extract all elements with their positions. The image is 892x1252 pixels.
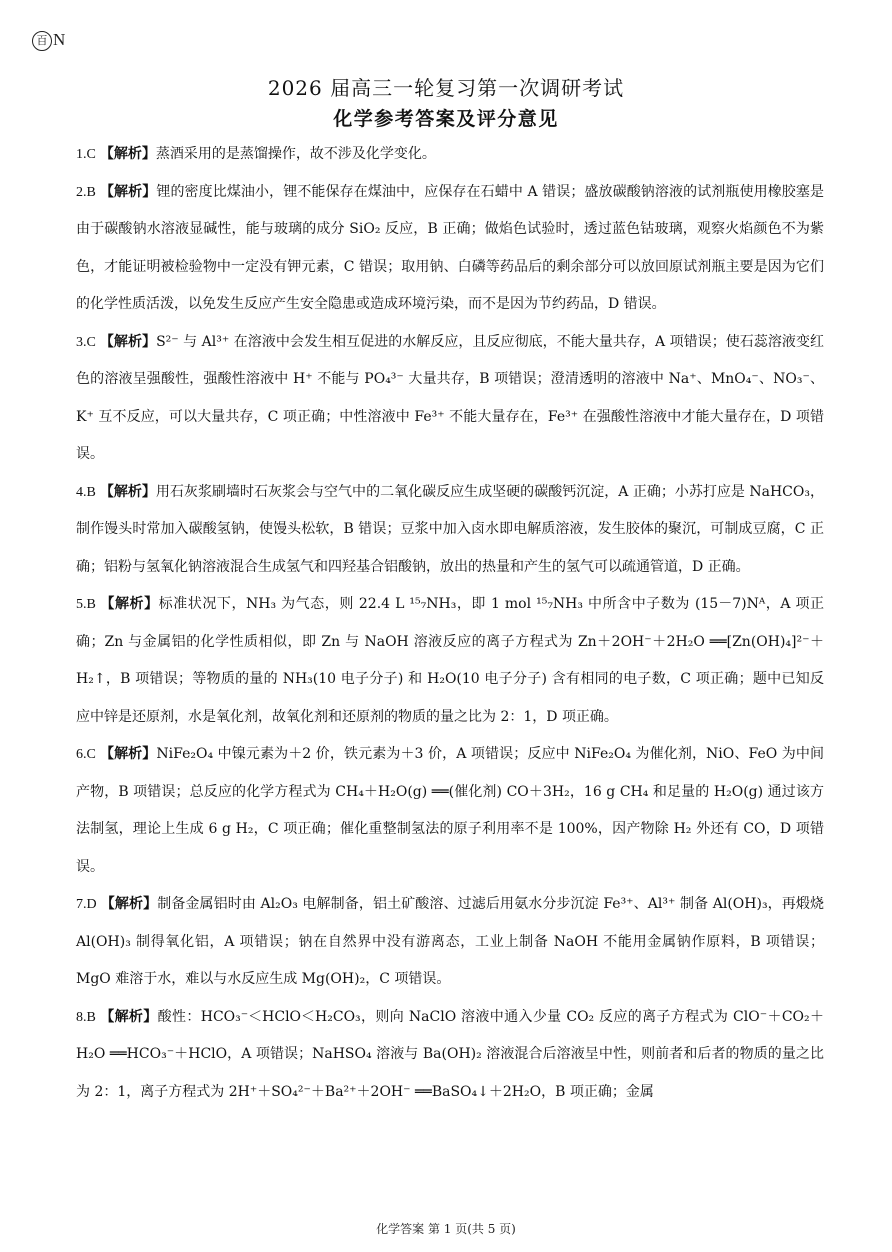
answer-number: 7.D bbox=[76, 897, 97, 912]
answer-item-1 bbox=[76, 136, 824, 174]
answer-text: 蒸酒采用的是蒸馏操作，故不涉及化学变化。 bbox=[155, 146, 436, 162]
logo-letter: N bbox=[53, 30, 66, 49]
analysis-tag: 【解析】 bbox=[99, 746, 157, 762]
analysis-tag: 【解析】 bbox=[99, 146, 156, 162]
answer-number: 2.B bbox=[76, 184, 96, 200]
answer-item-6 bbox=[76, 736, 824, 886]
analysis-tag: 【解析】 bbox=[99, 333, 157, 350]
answer-text: 用石灰浆刷墙时石灰浆会与空气中的二氧化碳反应生成坚硬的碳酸钙沉淀，A 正确；小苏打应是 NaHCO₃，制作馒头时常加入碳酸氢钠，使馒头松软，B 错误；豆浆中加入卤水即电解质溶液，发生胶体的聚沉，可制成豆腐，C 正确；铝粉与氢氧化钠溶液混合生成氢气和四羟基合铝酸钠，放出的热量和产生的氢气可以疏通管道，D 正确。 bbox=[76, 483, 824, 575]
brand-logo bbox=[32, 30, 65, 51]
page-title: 2026 届高三一轮复习第一次调研考试 bbox=[267, 76, 625, 100]
answer-number: 3.C bbox=[76, 334, 96, 350]
answer-item-8 bbox=[76, 999, 824, 1112]
answer-text: NiFe₂O₄ 中镍元素为＋2 价，铁元素为＋3 价，A 项错误；反应中 NiFe₂O₄ 为催化剂，NiO、FeO 为中间产物，B 项错误；总反应的化学方程式为 CH₄＋H₂O(g) ══(催化剂) CO＋3H₂，16 g CH₄ 和足量的 H₂O(g) 通过该方法制氢，理论上生成 6 g H₂，C 项正确；催化重整制氢法的原子利用率不是 100%，因产物除 H₂ 外还有 CO，D 项错误。 bbox=[76, 746, 824, 875]
answer-number: 6.C bbox=[76, 747, 96, 762]
answer-list bbox=[76, 136, 824, 1111]
answer-item-3 bbox=[76, 324, 824, 474]
answer-number: 4.B bbox=[76, 484, 96, 500]
analysis-tag: 【解析】 bbox=[99, 596, 159, 612]
logo-circle-glyph: 百 bbox=[32, 31, 52, 51]
answer-item-5 bbox=[76, 586, 824, 736]
answer-item-4 bbox=[76, 474, 824, 587]
answer-number: 1.C bbox=[76, 147, 96, 162]
answer-text: 锂的密度比煤油小，锂不能保存在煤油中，应保存在石蜡中 A 错误；盛放碳酸钠溶液的试剂瓶使用橡胶塞是由于碳酸钠水溶液显碱性，能与玻璃的成分 SiO₂ 反应，B 正确；做焰色试验时，透过蓝色钴玻璃，观察火焰颜色不为紫色，才能证明被检验物中一定没有钾元素，C 错误；取用钠、白磷等药品后的剩余部分可以放回原试剂瓶主要是因为它们的化学性质活泼，以免发生反应产生安全隐患或造成环境污染，而不是因为节约药品，D 错误。 bbox=[76, 183, 824, 312]
analysis-tag: 【解析】 bbox=[99, 183, 157, 200]
analysis-tag: 【解析】 bbox=[99, 1008, 158, 1025]
answer-number: 5.B bbox=[76, 597, 96, 612]
answer-text: 酸性：HCO₃⁻＜HClO＜H₂CO₃，则向 NaClO 溶液中通入少量 CO₂ 反应的离子方程式为 ClO⁻＋CO₂＋H₂O ══HCO₃⁻＋HClO，A 项错误；NaHSO₄ 溶液与 Ba(OH)₂ 溶液混合后溶液呈中性，则前者和后者的物质的量之比为 2：1，离子方程式为 2H⁺＋SO₄²⁻＋Ba²⁺＋2OH⁻ ══BaSO₄↓＋2H₂O，B 项正确；金属 bbox=[76, 1008, 825, 1100]
analysis-tag: 【解析】 bbox=[99, 483, 156, 500]
answer-text: 制备金属铝时由 Al₂O₃ 电解制备，铝土矿酸溶、过滤后用氨水分步沉淀 Fe³⁺、Al³⁺ 制备 Al(OH)₃，再煅烧 Al(OH)₃ 制得氧化铝，A 项错误；钠在自然界中没有游离态，工业上制备 NaOH 不能用金属钠作原料，B 项错误；MgO 难溶于水，难以与水反应生成 Mg(OH)₂，C 项错误。 bbox=[76, 896, 825, 987]
answer-item-7 bbox=[76, 886, 824, 999]
answer-item-2 bbox=[76, 174, 824, 324]
answer-text: S²⁻ 与 Al³⁺ 在溶液中会发生相互促进的水解反应，且反应彻底，不能大量共存，A 项错误；使石蕊溶液变红色的溶液呈强酸性，强酸性溶液中 H⁺ 不能与 PO₄³⁻ 大量共存，B 项错误；澄清透明的溶液中 Na⁺、MnO₄⁻、NO₃⁻、K⁺ 互不反应，可以大量共存，C 项正确；中性溶液中 Fe³⁺ 不能大量存在，Fe³⁺ 在强酸性溶液中才能大量存在，D 项错误。 bbox=[76, 333, 825, 462]
answer-text: 标准状况下，NH₃ 为气态，则 22.4 L ¹⁵₇NH₃，即 1 mol ¹⁵₇NH₃ 中所含中子数为 (15－7)Nᴬ，A 项正确；Zn 与金属铝的化学性质相似，即 Zn 与 NaOH 溶液反应的离子方程式为 Zn＋2OH⁻＋2H₂O ══[Zn(OH)₄]²⁻＋H₂↑，B 项错误；等物质的量的 NH₃(10 电子分子) 和 H₂O(10 电子分子) 含有相同的电子数，C 项正确；题中已知反应中锌是还原剂，水是氧化剂，故氧化剂和还原剂的物质的量之比为 2：1，D 项正确。 bbox=[76, 596, 825, 725]
page-footer: 化学答案 第 1 页(共 5 页) bbox=[376, 1222, 516, 1236]
page-subtitle: 化学参考答案及评分意见 bbox=[333, 108, 559, 130]
analysis-tag: 【解析】 bbox=[100, 896, 158, 912]
answer-number: 8.B bbox=[76, 1009, 96, 1025]
